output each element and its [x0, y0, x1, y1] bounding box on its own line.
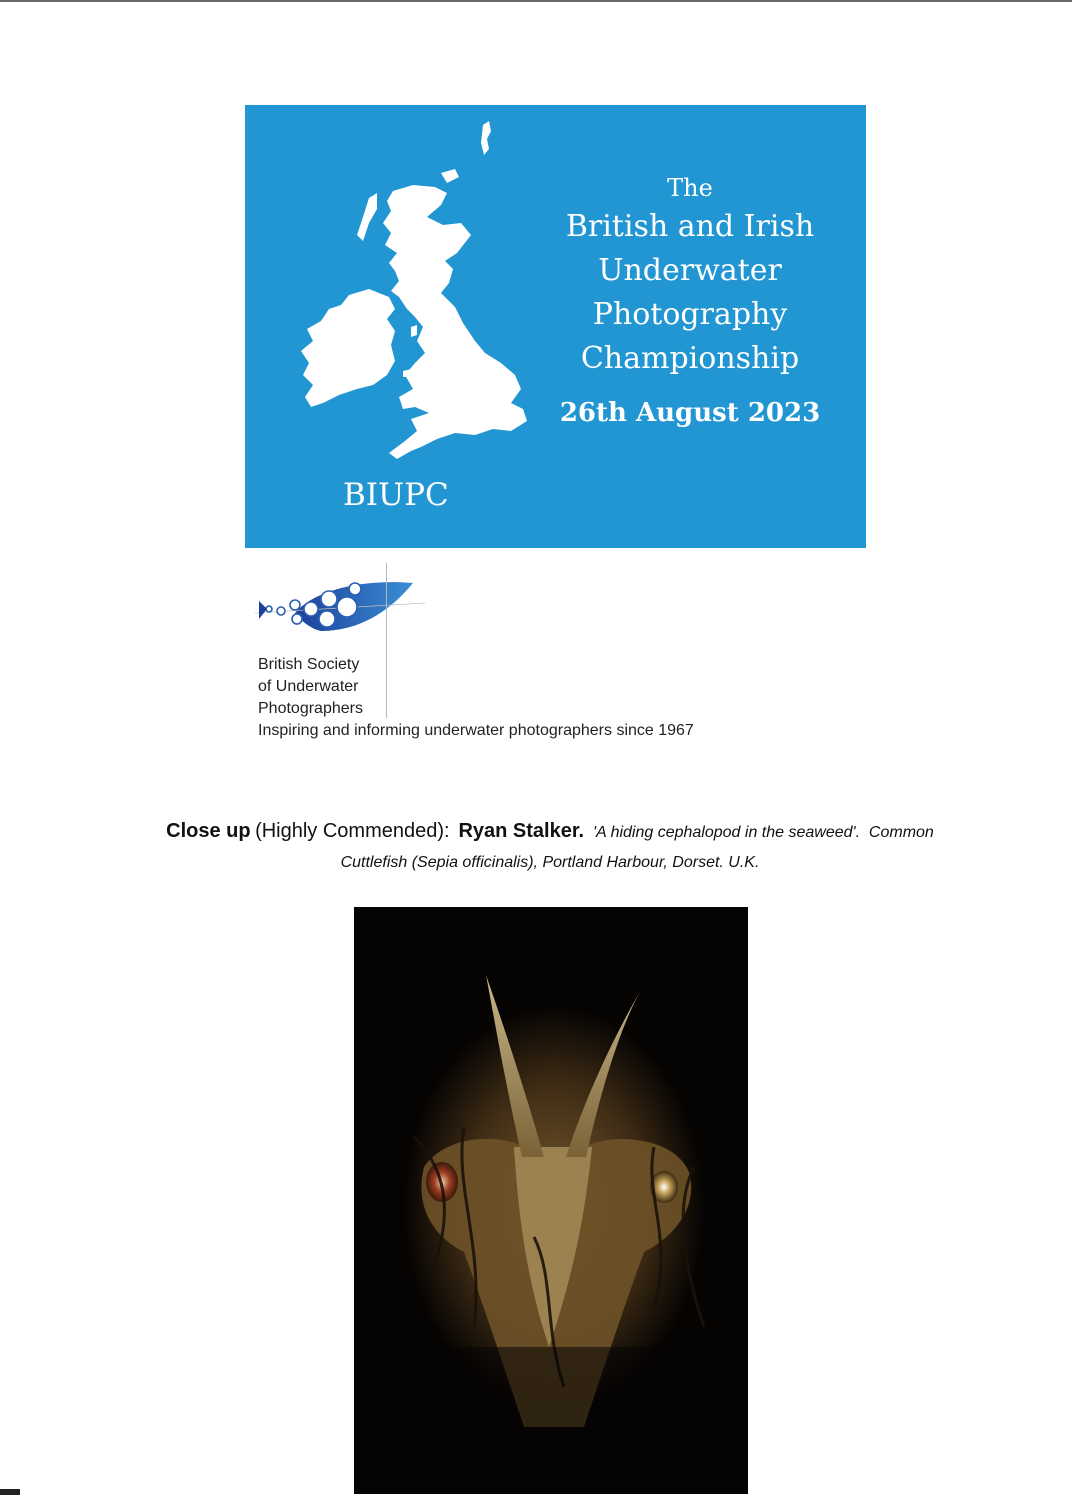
banner-title-line-2: British and Irish — [565, 209, 815, 244]
caption-title: 'A hiding cephalopod in the seaweed'. — [592, 824, 861, 841]
society-name-line-3: Photographers — [258, 700, 363, 717]
caption-category: Close up — [166, 820, 251, 842]
banner-title-line-5: Championship — [580, 341, 800, 376]
british-isles-map-icon — [265, 113, 545, 473]
cuttlefish-image-icon — [354, 907, 748, 1494]
caption-award: (Highly Commended): — [255, 820, 450, 842]
banner-title-line-3: Underwater — [598, 253, 782, 288]
society-name-line-2: of Underwater — [258, 678, 359, 695]
banner-titles — [535, 171, 845, 433]
photo-caption — [70, 816, 1030, 878]
biupc-banner — [245, 105, 866, 548]
top-rule — [0, 0, 1072, 2]
caption-species-start: Common — [868, 824, 934, 841]
society-name-line-1: British Society — [258, 656, 360, 673]
caption-line-2 — [70, 848, 1030, 878]
scan-mark — [0, 1489, 20, 1495]
logo-divider — [386, 563, 387, 718]
caption-line-1 — [70, 816, 1030, 848]
cuttlefish-photo — [354, 907, 748, 1494]
caption-photographer: Ryan Stalker. — [458, 820, 585, 842]
caption-species-rest: Cuttlefish (Sepia officinalis), Portland Harbour, Dorset. U.K. — [340, 854, 760, 871]
banner-title-line-1: The — [667, 174, 713, 202]
society-name — [258, 654, 363, 720]
society-tagline: Inspiring and informing underwater photographers since 1967 — [258, 722, 694, 739]
banner-abbreviation: BIUPC — [343, 477, 449, 513]
banner-title-line-4: Photography — [592, 297, 788, 332]
fish-bubbles-logo-icon — [255, 575, 425, 645]
banner-date: 26th August 2023 — [559, 398, 821, 428]
